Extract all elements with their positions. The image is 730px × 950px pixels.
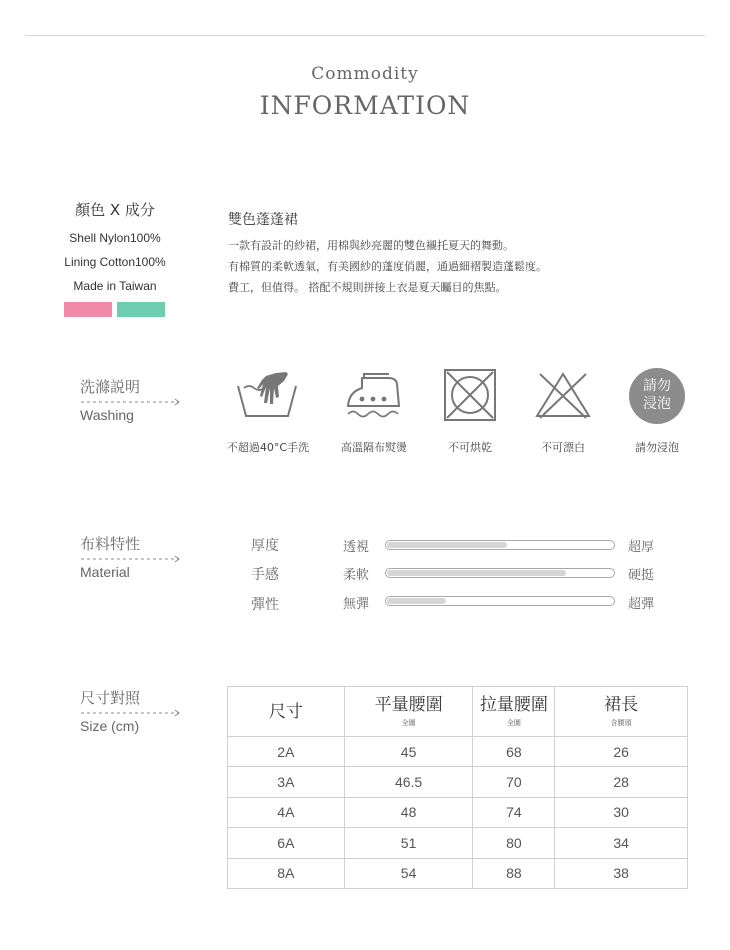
material-row-low: 柔軟: [343, 568, 370, 583]
table-row: [228, 767, 688, 797]
size-label-en: Size (cm): [80, 718, 140, 734]
washing-label: 請勿浸泡: [635, 441, 679, 454]
header-note: 全圍: [506, 719, 521, 727]
header-label: 拉量腰圍: [479, 695, 548, 715]
no-tumble-dry-icon: [443, 368, 497, 422]
table-cell: 88: [473, 858, 555, 888]
header-flat-waist: [344, 687, 473, 737]
table-cell: 34: [555, 828, 688, 858]
table-cell: 51: [344, 828, 473, 858]
product-name: 雙色蓬蓬裙: [228, 212, 298, 228]
header-note: 含腰頭: [610, 719, 632, 727]
material-row-name: 厚度: [251, 538, 279, 554]
table-cell: 70: [473, 767, 555, 797]
table-row: [228, 797, 688, 827]
header-note: 全圍: [401, 719, 416, 727]
composition-origin: Made in Taiwan: [73, 279, 157, 293]
material-row-high: 超彈: [628, 597, 655, 612]
table-cell: 45: [344, 737, 473, 767]
material-row-high: 超厚: [628, 540, 655, 555]
washing-label-zh: 洗滌説明: [80, 378, 141, 396]
washing-label-en: Washing: [80, 407, 134, 423]
material-scale-thickness: [385, 540, 615, 550]
material-row-high: 硬挺: [628, 568, 655, 583]
table-cell: 28: [555, 767, 688, 797]
table-cell: 46.5: [344, 767, 473, 797]
washing-label: 不超過40°C手洗: [226, 441, 310, 454]
header-size: [228, 687, 345, 737]
table-cell: 2A: [228, 737, 345, 767]
material-row-low: 透視: [343, 540, 370, 555]
washing-label: 高溫隔布熨燙: [341, 441, 407, 454]
badge-line: 請勿: [643, 378, 671, 394]
top-divider: [25, 35, 705, 36]
table-cell: 26: [555, 737, 688, 767]
color-swatch-pink: [64, 302, 112, 317]
material-label-en: Material: [80, 564, 130, 580]
hand-wash-icon: [236, 370, 298, 418]
badge-line: 浸泡: [643, 396, 671, 412]
table-cell: 68: [473, 737, 555, 767]
table-cell: 3A: [228, 767, 345, 797]
arrow-icon: [80, 708, 182, 718]
arrow-icon: [80, 554, 182, 564]
header-title: INFORMATION: [259, 91, 471, 120]
do-not-soak-icon: [629, 368, 685, 424]
table-cell: 8A: [228, 858, 345, 888]
table-cell: 4A: [228, 797, 345, 827]
size-table: [227, 686, 688, 889]
header-label: 裙長: [604, 695, 639, 715]
no-bleach-icon: [534, 370, 592, 420]
table-cell: 80: [473, 828, 555, 858]
material-label-zh: 布料特性: [80, 535, 141, 553]
product-description-line: 一款有設計的紗裙，用棉與紗亮麗的雙色襯托夏天的舞動。: [228, 239, 514, 252]
material-level-fill: [387, 570, 566, 576]
table-cell: 38: [555, 858, 688, 888]
composition-lining: Lining Cotton100%: [64, 255, 166, 269]
arrow-icon: [80, 397, 182, 407]
composition-shell: Shell Nylon100%: [69, 231, 161, 245]
header-skirt-length: [555, 687, 688, 737]
table-cell: 74: [473, 797, 555, 827]
color-composition-title: 顏色 X 成分: [75, 201, 155, 219]
washing-label: 不可烘乾: [448, 441, 492, 454]
washing-label: 不可漂白: [541, 441, 585, 454]
material-row-low: 無彈: [343, 597, 370, 612]
table-row: [228, 737, 688, 767]
size-label-zh: 尺寸對照: [80, 689, 141, 707]
material-row-name: 彈性: [251, 597, 279, 613]
table-row: [228, 828, 688, 858]
material-scale-elasticity: [385, 596, 615, 606]
table-row: [228, 858, 688, 888]
table-cell: 54: [344, 858, 473, 888]
header-label: 尺寸: [268, 701, 303, 722]
product-description-line: 有棉質的柔軟透氣，有美國紗的蓬度俏麗，通過細褶製造蓬鬆度。: [228, 260, 547, 273]
iron-with-cloth-icon: [344, 370, 402, 418]
material-level-fill: [387, 542, 507, 548]
table-cell: 48: [344, 797, 473, 827]
table-cell: 30: [555, 797, 688, 827]
table-cell: 6A: [228, 828, 345, 858]
material-scale-hand-feel: [385, 568, 615, 578]
header-stretched-waist: [473, 687, 555, 737]
header-label: 平量腰圍: [374, 695, 443, 715]
material-level-fill: [387, 598, 446, 604]
material-row-name: 手感: [251, 567, 279, 583]
header-subtitle: Commodity: [311, 64, 419, 84]
product-description-line: 費工，但值得。 搭配不規則拼接上衣是夏天矚目的焦點。: [228, 281, 507, 294]
color-swatch-mint: [117, 302, 165, 317]
size-table-header-row: [228, 687, 688, 737]
